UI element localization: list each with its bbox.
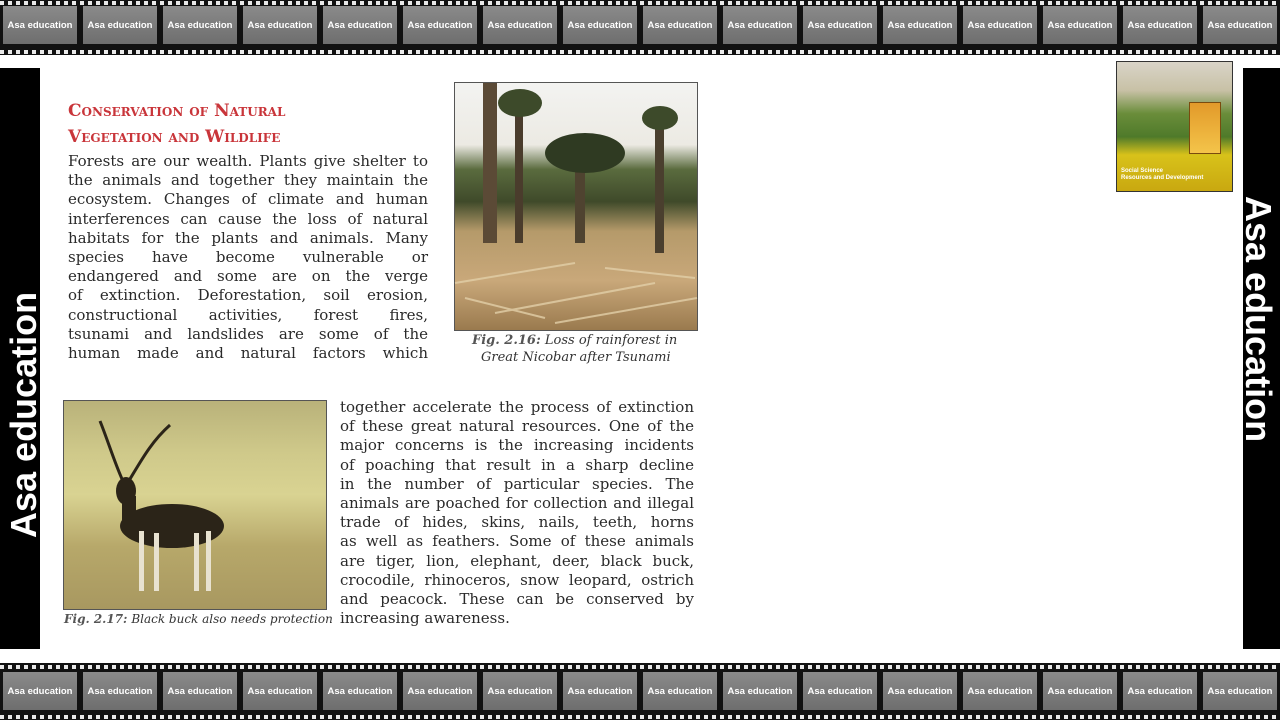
film-frame-label: Asa education xyxy=(0,672,80,710)
text-line: species have become vulnerable or xyxy=(68,248,428,267)
text-line: major concerns is the increasing incidents xyxy=(340,436,694,455)
text-line: together accelerate the process of extinction xyxy=(340,398,694,416)
bottom-film-strip xyxy=(0,663,1280,720)
text-line: in the number of particular species. The xyxy=(340,474,694,493)
text-line: interferences can cause the loss of natural xyxy=(68,209,428,228)
cover-line1: Social Science xyxy=(1121,168,1164,174)
text-line: habitats for the plants and animals. Many xyxy=(68,228,428,247)
text-line: the animals and together they maintain the xyxy=(68,171,428,190)
text-line: human made and natural factors which xyxy=(68,344,428,363)
film-frame-label: Asa education xyxy=(640,672,720,710)
film-frame-label: Asa education xyxy=(640,6,720,44)
film-frames xyxy=(0,672,1280,714)
film-frame-label: Asa education xyxy=(80,6,160,44)
film-frame-label: Asa education xyxy=(80,672,160,710)
film-frame-label: Asa education xyxy=(880,672,960,710)
paragraph-1 xyxy=(68,152,428,363)
film-perforation xyxy=(0,715,1280,719)
film-frame-label: Asa education xyxy=(880,6,960,44)
film-frame-label: Asa education xyxy=(480,672,560,710)
rainforest-illustration xyxy=(455,83,697,330)
top-film-strip xyxy=(0,0,1280,55)
film-perforation xyxy=(0,665,1280,669)
left-watermark-bar xyxy=(0,68,44,649)
film-frame-label: Asa education xyxy=(1120,6,1200,44)
fig-2-17-label: Fig. 2.17: xyxy=(64,612,128,626)
film-frame-label: Asa education xyxy=(240,672,320,710)
black-buck-photo xyxy=(63,400,327,610)
film-frame-label: Asa education xyxy=(0,6,80,44)
film-frame-label: Asa education xyxy=(400,672,480,710)
film-frame-label: Asa education xyxy=(1120,672,1200,710)
text-line: of these great natural resources. One of the xyxy=(340,417,694,436)
text-line: as well as feathers. Some of these animals xyxy=(340,532,694,551)
film-frame-label: Asa education xyxy=(160,6,240,44)
text-line: animals are poached for collection and illegal xyxy=(340,494,694,513)
film-frame-label: Asa education xyxy=(800,672,880,710)
section-heading xyxy=(68,98,285,150)
text-line: are tiger, lion, elephant, deer, black buck, xyxy=(340,551,694,570)
film-frame-label: Asa education xyxy=(320,6,400,44)
cover-art-panel xyxy=(1189,102,1221,154)
film-frame-label: Asa education xyxy=(1040,672,1120,710)
film-frames xyxy=(0,6,1280,48)
heading-line2: Vegetation and Wildlife xyxy=(68,127,281,147)
film-frame-label: Asa education xyxy=(560,6,640,44)
text-line: constructional activities, forest fires, xyxy=(68,305,428,324)
text-line: endangered and some are on the verge xyxy=(68,267,428,286)
text-line: tsunami and landslides are some of the xyxy=(68,324,428,343)
text-line: of extinction. Deforestation, soil erosion, xyxy=(68,286,428,305)
text-line: ecosystem. Changes of climate and human xyxy=(68,190,428,209)
film-frame-label: Asa education xyxy=(960,672,1040,710)
film-frame-label: Asa education xyxy=(1200,672,1280,710)
text-line: of poaching that result in a sharp decline xyxy=(340,455,694,474)
fig-2-16-label: Fig. 2.16: xyxy=(472,333,541,348)
fig-2-16-text2: Great Nicobar after Tsunami xyxy=(481,350,671,365)
film-frame-label: Asa education xyxy=(1040,6,1120,44)
fig-2-16-caption xyxy=(472,332,677,366)
fig-2-16-text1: Loss of rainforest in xyxy=(544,333,678,348)
film-frame-label: Asa education xyxy=(1200,6,1280,44)
text-line: trade of hides, skins, nails, teeth, horns xyxy=(340,513,694,532)
cover-line2: Resources and Development xyxy=(1121,175,1204,181)
film-perforation xyxy=(0,1,1280,5)
film-frame-label: Asa education xyxy=(160,672,240,710)
film-frame-label: Asa education xyxy=(560,672,640,710)
film-perforation xyxy=(0,50,1280,54)
fig-2-17-caption xyxy=(64,611,333,628)
heading-line1: Conservation of Natural xyxy=(68,101,286,121)
film-frame-label: Asa education xyxy=(240,6,320,44)
film-frame-label: Asa education xyxy=(960,6,1040,44)
cover-title xyxy=(1121,168,1203,182)
film-frame-label: Asa education xyxy=(800,6,880,44)
left-watermark-text: Asa education xyxy=(3,291,44,538)
black-buck-illustration xyxy=(64,401,326,609)
film-frame-label: Asa education xyxy=(720,672,800,710)
text-line: and peacock. These can be conserved by xyxy=(340,590,694,609)
rainforest-loss-photo xyxy=(454,82,698,331)
paragraph-2 xyxy=(340,398,694,628)
text-line: increasing awareness. xyxy=(340,609,510,628)
book-cover-thumbnail xyxy=(1116,61,1233,192)
right-watermark-bar xyxy=(1238,68,1280,649)
film-frame-label: Asa education xyxy=(320,672,400,710)
film-frame-label: Asa education xyxy=(400,6,480,44)
text-line: Forests are our wealth. Plants give shelter to xyxy=(68,152,428,170)
fig-2-17-text: Black buck also needs protection xyxy=(131,612,333,626)
film-frame-label: Asa education xyxy=(720,6,800,44)
film-frame-label: Asa education xyxy=(480,6,560,44)
right-watermark-text: Asa education xyxy=(1238,196,1279,443)
text-line: crocodile, rhinoceros, snow leopard, ostrich xyxy=(340,570,694,589)
